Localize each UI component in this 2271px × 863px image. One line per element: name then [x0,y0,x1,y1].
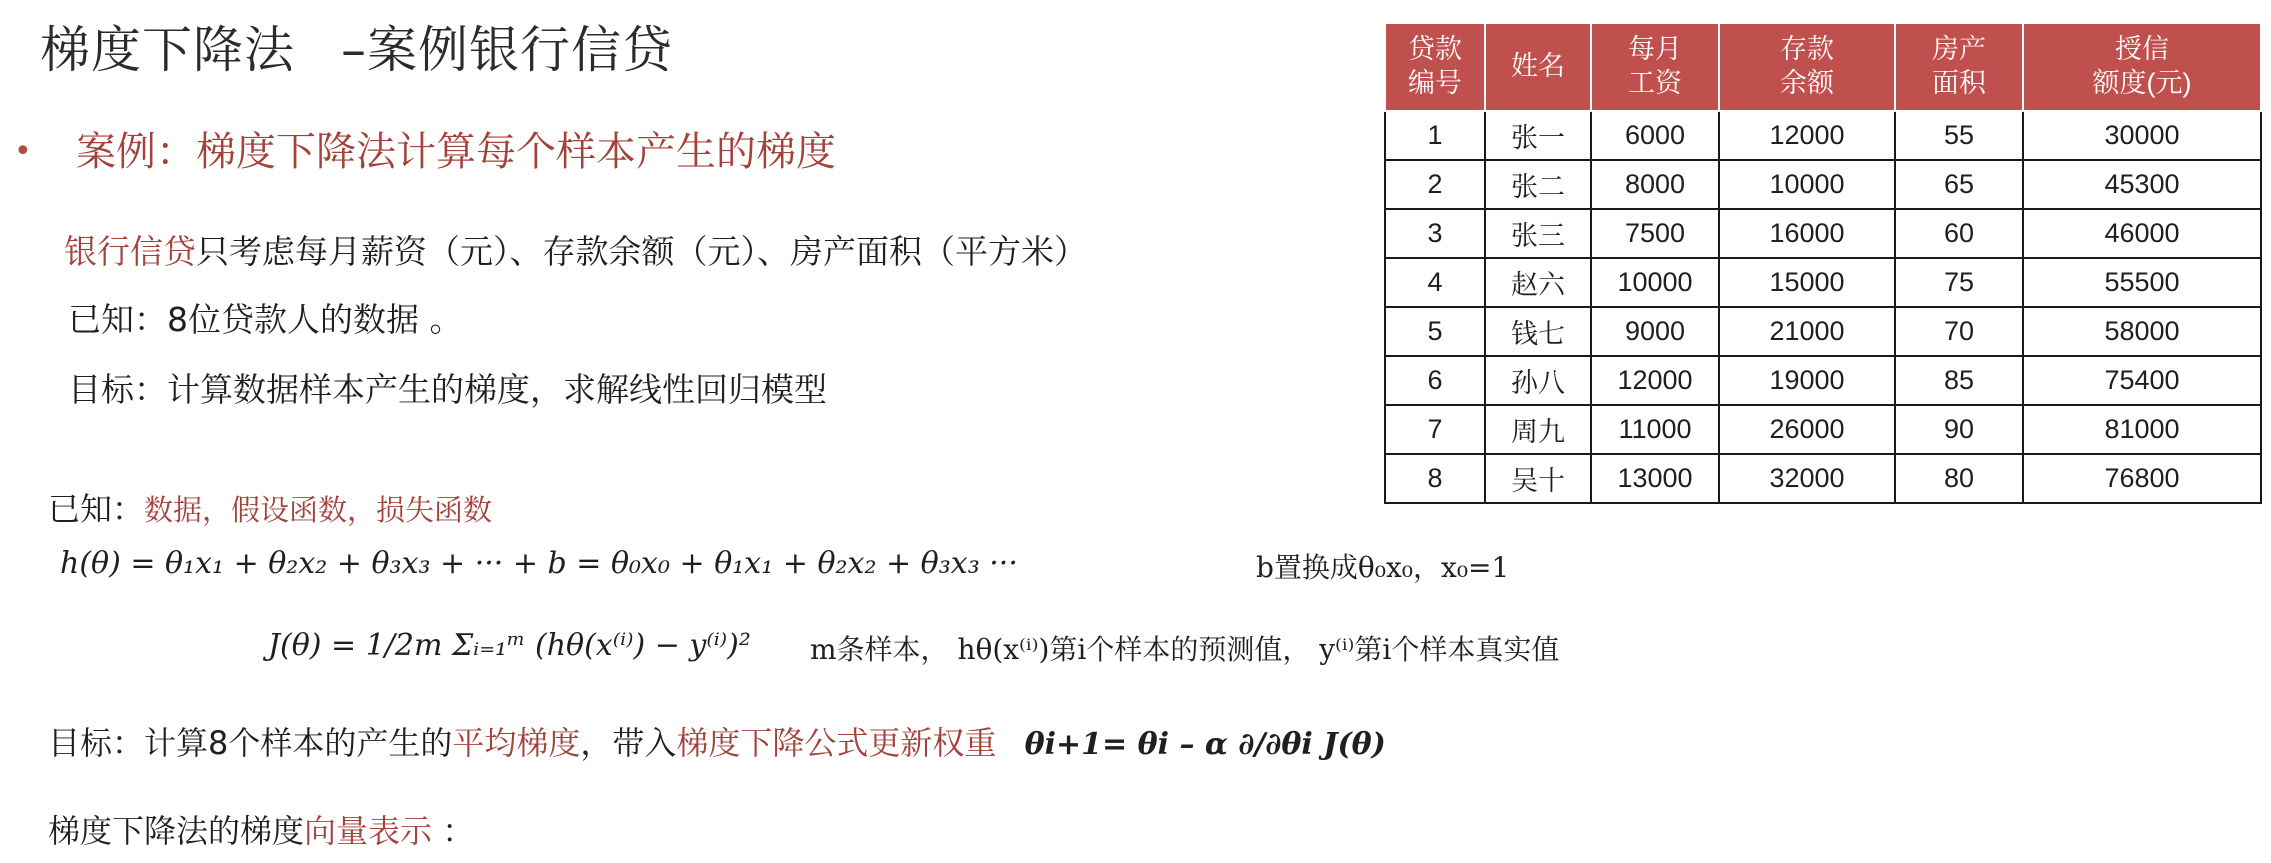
desc-line [64,226,1087,273]
table-cell: 75 [1895,258,2023,307]
table-row [1385,209,2261,258]
table-header-cell: 贷款 编号 [1385,23,1485,111]
table-cell: 16000 [1719,209,1895,258]
goal2-p1: 目标：计算8个样本的产生的 [48,724,453,762]
table-cell: 2 [1385,160,1485,209]
table-header-cell: 姓名 [1485,23,1591,111]
goal2-p2: ，带入 [580,724,677,762]
known-line: 已知：8位贷款人的数据 。 [68,300,463,339]
table-cell: 6000 [1591,111,1719,160]
vector-p1: 梯度下降法的梯度 [48,812,305,850]
desc-highlight: 银行信贷 [64,232,196,271]
table-header-cell: 存款 余额 [1719,23,1895,111]
table-cell: 30000 [2023,111,2261,160]
table-cell: 8 [1385,454,1485,503]
table-header-row [1385,23,2261,111]
table-cell: 55500 [2023,258,2261,307]
table-row [1385,356,2261,405]
table-cell: 6 [1385,356,1485,405]
table-cell: 85 [1895,356,2023,405]
table-cell: 周九 [1485,405,1591,454]
table-cell: 1 [1385,111,1485,160]
table-row [1385,160,2261,209]
goal2-line [48,718,1386,764]
table-cell: 19000 [1719,356,1895,405]
table-header-cell: 授信 额度(元) [2023,23,2261,111]
b-note: b置换成θ₀x₀，x₀=1 [1256,551,1510,584]
table-cell: 65 [1895,160,2023,209]
goal-line: 目标：计算数据样本产生的梯度，求解线性回归模型 [68,370,827,409]
known2-line [48,484,492,530]
table-cell: 70 [1895,307,2023,356]
table-cell: 26000 [1719,405,1895,454]
vector-line [48,806,474,852]
title-suffix: –案例银行信贷 [341,21,673,79]
table-row [1385,454,2261,503]
table-cell: 21000 [1719,307,1895,356]
table-cell: 90 [1895,405,2023,454]
table-cell: 孙八 [1485,356,1591,405]
case-heading: 案例：梯度下降法计算每个样本产生的梯度 [76,129,836,175]
known2-highlight: 数据，假设函数，损失函数 [144,493,493,527]
table-cell: 11000 [1591,405,1719,454]
table-cell: 10000 [1719,160,1895,209]
bullet-dot: • [14,134,32,169]
goal2-h1: 平均梯度 [452,724,581,762]
table-cell: 7500 [1591,209,1719,258]
table-cell: 钱七 [1485,307,1591,356]
table-header-cell: 每月 工资 [1591,23,1719,111]
table-cell: 46000 [2023,209,2261,258]
desc-rest: 只考虑每月薪资（元）、存款余额（元）、房产面积（平方米） [196,232,1087,271]
table-cell: 4 [1385,258,1485,307]
m-note: m条样本， hθ(x⁽ⁱ⁾)第i个样本的预测值， y⁽ⁱ⁾第i个样本真实值 [810,633,1560,666]
table-cell: 13000 [1591,454,1719,503]
table-header-cell: 房产 面积 [1895,23,2023,111]
table-cell: 8000 [1591,160,1719,209]
table-cell: 10000 [1591,258,1719,307]
table-cell: 赵六 [1485,258,1591,307]
table-cell: 12000 [1591,356,1719,405]
table-cell: 75400 [2023,356,2261,405]
vector-p2: ： [432,812,475,850]
table-cell: 12000 [1719,111,1895,160]
table-cell: 15000 [1719,258,1895,307]
table-row [1385,307,2261,356]
table-cell: 7 [1385,405,1485,454]
table-cell: 9000 [1591,307,1719,356]
vector-h1: 向量表示 [304,812,433,850]
loss-formula: J(θ) = 1/2m Σᵢ₌₁ᵐ (hθ(x⁽ⁱ⁾) − y⁽ⁱ⁾)² [268,628,751,663]
table-cell: 张一 [1485,111,1591,160]
table-cell: 吴十 [1485,454,1591,503]
table-cell: 80 [1895,454,2023,503]
page-title [40,10,673,82]
goal2-h2: 梯度下降公式更新权重 [676,724,997,762]
table-row [1385,111,2261,160]
table-cell: 58000 [2023,307,2261,356]
loan-table [1384,22,2262,504]
hypothesis-formula: h(θ) = θ₁x₁ + θ₂x₂ + θ₃x₃ + ··· + b = θ₀x₀ + θ₁x₁ + θ₂x₂ + θ₃x₃ ··· [60,546,1018,581]
table-row [1385,258,2261,307]
update-formula: θi+1= θi – α ∂/∂θi J(θ) [1024,727,1386,762]
known2-prefix: 已知： [48,490,145,528]
table-cell: 76800 [2023,454,2261,503]
table-cell: 55 [1895,111,2023,160]
table-row [1385,405,2261,454]
title-main: 梯度下降法 [40,21,295,79]
table-cell: 张三 [1485,209,1591,258]
table-cell: 60 [1895,209,2023,258]
table-cell: 45300 [2023,160,2261,209]
table-cell: 32000 [1719,454,1895,503]
table-cell: 张二 [1485,160,1591,209]
table-cell: 81000 [2023,405,2261,454]
table-cell: 5 [1385,307,1485,356]
table-cell: 3 [1385,209,1485,258]
